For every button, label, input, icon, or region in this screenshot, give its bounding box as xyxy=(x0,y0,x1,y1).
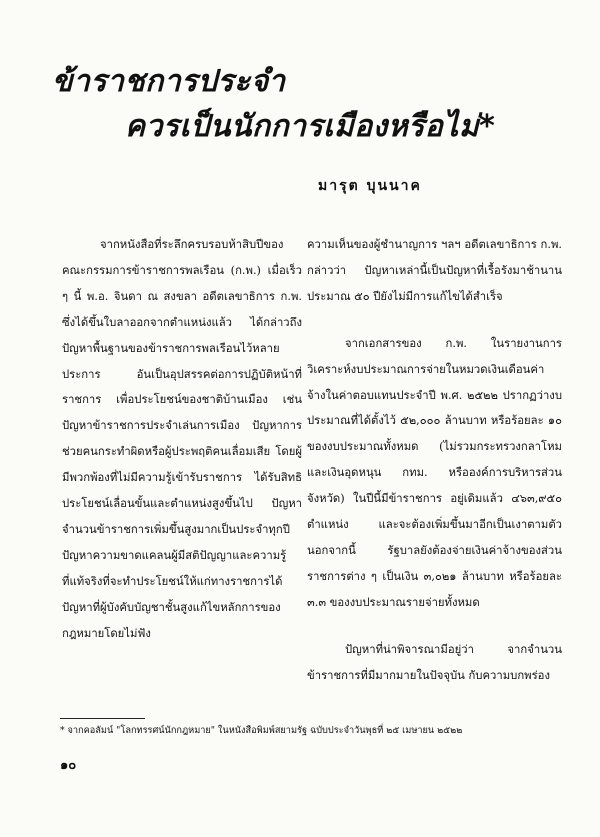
page-number: ๑๐ xyxy=(60,758,77,773)
author-name: มารุต บุนนาค xyxy=(318,178,422,194)
right-paragraph-3: ปัญหาที่น่าพิจารณามีอยู่ว่า จากจำนวนข้าราชการที่มีมากมายในปัจจุบัน กับความบกพร่อง xyxy=(307,642,562,682)
footnote-divider xyxy=(60,718,145,719)
right-paragraph-1: ความเห็นของผู้ชำนาญการ ฯลฯ อดีตเลขาธิการ ก.พ. กล่าวว่า ปัญหาเหล่านี้เป็นปัญหาที่เรื้อรังมาช้านานประมาณ ๕๐ ปียังไม่มีการแก้ไขได้สำเร็จ xyxy=(307,238,562,303)
article-title-line-2: ควรเป็นนักการเมืองหรือไม่* xyxy=(125,109,496,144)
right-column xyxy=(307,232,562,689)
right-paragraph-2: จากเอกสารของ ก.พ. ในรายงานการวิเคราะห์งบประมาณการจ่ายในหมวดเงินเดือนค่าจ้างในค่าตอบแทนประจำปี พ.ศ. ๒๕๒๒ ปรากฏว่างบประมาณที่ได้ตั้งไว้ ๕๒,๐๐๐ ล้านบาท หรือร้อยละ ๑๐ ของงบประมาณทั้งหมด (ไม่รวมกระทรวงกลาโหม และเงินอุดหนุน กทม. หรือองค์การบริหารส่วนจังหวัด) ในปีนี้มีข้าราชการ อยู่เดิมแล้ว ๔๖๓,๙๕๐ ตำแหน่ง และจะต้องเพิ่มขึ้นมาอีกเป็นเงาตามตัว นอกจากนี้ รัฐบาลยังต้องจ่ายเงินค่าจ้างของส่วนราชการต่าง ๆ เป็นเงิน ๓,๐๒๑ ล้านบาท หรือร้อยละ ๓.๓ ของงบประมาณรายจ่ายทั้งหมด xyxy=(307,336,562,609)
left-paragraph-1: จากหนังสือที่ระลึกครบรอบห้าสิบปีของคณะกรรมการข้าราชการพลเรือน (ก.พ.) เมื่อเร็ว ๆ นี้ พ.อ. จินดา ณ สงขลา อดีตเลขาธิการ ก.พ. ซึ่งได้ขึ้นใบลาออกจากตำแหน่งแล้ว ได้กล่าวถึงปัญหาพื้นฐานของข้าราชการพลเรือนไว้หลายประการ อันเป็นอุปสรรคต่อการปฏิบัติหน้าที่ราชการ เพื่อประโยชน์ของชาติบ้านเมือง เช่น ปัญหาข้าราชการประจำเล่นการเมือง ปัญหาการช่วยคนกระทำผิดหรือผู้ประพฤติคนเลื่อมเสีย โดยผู้มีพวกพ้องที่ไม่มีความรู้เข้ารับราชการ ได้รับสิทธิประโยชน์เลื่อนขั้นและตำแหน่งสูงขึ้นไป ปัญหาจำนวนข้าราชการเพิ่มขึ้นสูงมากเป็นประจำทุกปี ปัญหาความขาดแคลนผู้มีสติปัญญาและความรู้ที่แท้จริงที่จะทำประโยชน์ให้แก่ทางราชการได้ ปัญหาที่ผู้บังคับบัญชาชั้นสูงแก้ไขหลักการของกฎหมายโดยไม่ฟัง xyxy=(62,238,302,640)
footnote: * จากคอลัมน์ "โลกทรรศน์นักกฎหมาย" ในหนังสือพิมพ์สยามรัฐ ฉบับประจำวันพุธที่ ๒๕ เมษายน ๒๕๒๒ xyxy=(60,725,463,736)
article-title-line-1: ข้าราชการประจำ xyxy=(52,64,286,99)
left-column xyxy=(62,232,302,647)
